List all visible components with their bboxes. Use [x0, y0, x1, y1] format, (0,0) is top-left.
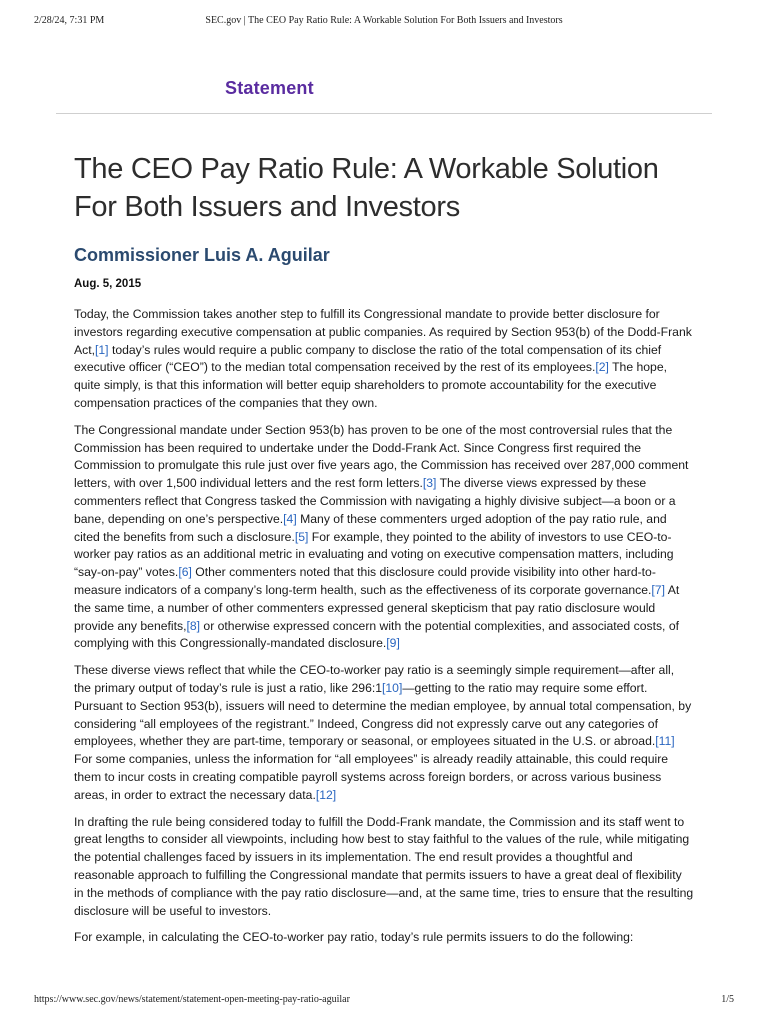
text-segment: Today, the Commission takes another step to fulfill its Congressional mandate to provide better disclosure for investors regarding executive compensation at public companies. As required by Section 953(b) of the Dodd-Frank Act, [74, 307, 692, 357]
text-segment: For example, in calculating the CEO-to-worker pay ratio, today’s rule permits issuers to do the following: [74, 930, 634, 945]
text-segment: The hope, quite simply, is that this information will better equip shareholders to promote accountability for the executive compensation practices of the companies that they own. [74, 360, 667, 410]
footnote-link-9[interactable]: [9] [386, 636, 400, 651]
footnote-link-7[interactable]: [7] [651, 582, 665, 597]
author-byline: Commissioner Luis A. Aguilar [74, 245, 330, 265]
footnote-link-10[interactable]: [10] [382, 680, 403, 695]
footnote-link-11[interactable]: [11] [655, 734, 675, 749]
text-segment: today’s rules would require a public company to disclose the ratio of the total compensation of its chief executive officer (“CEO”) to the median total compensation received by the rest of its employees. [74, 342, 662, 375]
section-label: Statement [225, 78, 314, 98]
page-title: The CEO Pay Ratio Rule: A Workable Solution For Both Issuers and Investors [74, 153, 659, 223]
paragraph-5 [74, 929, 694, 947]
footnote-link-5[interactable]: [5] [294, 529, 309, 544]
footnote-link-2[interactable]: [2] [595, 360, 609, 375]
text-segment: Many of these commenters urged adoption of the pay ratio rule, and cited the benefits from such a disclosure. [74, 511, 667, 544]
paragraph-3 [74, 662, 694, 804]
text-segment: —getting to the ratio may require some effort. Pursuant to Section 953(b), issuers will need to determine the median employee, by annual total compensation, by considering “all employees of the registrant.” Indeed, Congress did not expressly carve out any categories of employees, whether they are part-time, temporary or seasonal, or employees situated in the U.S. or abroad. [74, 680, 692, 749]
paragraph-4 [74, 814, 694, 921]
statement-body [74, 306, 694, 956]
text-segment: At the same time, a number of other commenters expressed general skepticism that pay ratio disclosure would provide any benefits, [74, 582, 680, 633]
text-segment: Other commenters noted that this disclosure could provide visibility into other hard-to-measure indicators of a company’s long-term health, such as the effectiveness of its corporate governance. [74, 565, 656, 597]
text-segment: In drafting the rule being considered today to fulfill the Dodd-Frank mandate, the Commission and its staff went to great lengths to consider all viewpoints, including how best to stay faithful to the values of the rule, while mitigating the potential challenges faced by issuers in its implementation. The end result provides a thoughtful and reasonable approach to fulfilling the Congressional mandate that permits issuers to have a great deal of flexibility in the methods of compliance with the pay ratio disclosure—and, at the same time, tries to ensure that the resulting disclosure will be useful to investors. [74, 814, 694, 918]
paragraph-2 [74, 422, 694, 653]
page-number: 1/5 [721, 994, 734, 1005]
footnote-link-1[interactable]: [1] [95, 342, 109, 357]
print-footer [0, 994, 768, 1010]
text-segment: The diverse views expressed by these commenters reflect that Congress tasked the Commission with navigating a highly divisive subject—a boon or a bane, depending on one’s perspective. [74, 476, 676, 526]
footnote-link-12[interactable]: [12] [315, 787, 337, 802]
footnote-link-8[interactable]: [8] [186, 618, 201, 633]
print-url: https://www.sec.gov/news/statement/statement-open-meeting-pay-ratio-aguilar [34, 994, 350, 1005]
text-segment: For example, they pointed to the ability of investors to use CEO-to-worker pay ratios as an additional metric in evaluating and voting on executive compensation matters, including “say-on-pay” votes. [74, 529, 674, 580]
text-segment: These diverse views reflect that while the CEO-to-worker pay ratio is a seemingly simple requirement—after all, the primary output of today’s rule is just a ratio, like 296:1 [74, 663, 675, 695]
divider [56, 113, 712, 114]
footnote-link-4[interactable]: [4] [283, 511, 297, 526]
text-segment: For some companies, unless the information for “all employees” is already readily attainable, this could require them to incur costs in creating compatible payroll systems across foreign borders, or across various business areas, in order to extract the necessary data. [74, 752, 669, 802]
print-header [0, 15, 768, 31]
publication-date: Aug. 5, 2015 [74, 278, 142, 290]
text-segment: The Congressional mandate under Section 953(b) has proven to be one of the most controversial rules that the Commission has been required to undertake under the Dodd-Frank Act. Since Congress first required the Commission to promulgate this rule just over five years ago, the Commission has received over 287,000 comment letters, with over 1,500 individual letters and the rest form letters. [74, 422, 689, 491]
footnote-link-3[interactable]: [3] [422, 476, 437, 491]
text-segment: or otherwise expressed concern with the potential complexities, and associated costs, of complying with this Congressionally-mandated disclosure. [74, 618, 679, 651]
print-datetime: 2/28/24, 7:31 PM [34, 15, 105, 26]
paragraph-1 [74, 306, 694, 413]
footnote-link-6[interactable]: [6] [178, 565, 192, 580]
print-doc-title: SEC.gov | The CEO Pay Ratio Rule: A Workable Solution For Both Issuers and Investors [205, 15, 563, 26]
